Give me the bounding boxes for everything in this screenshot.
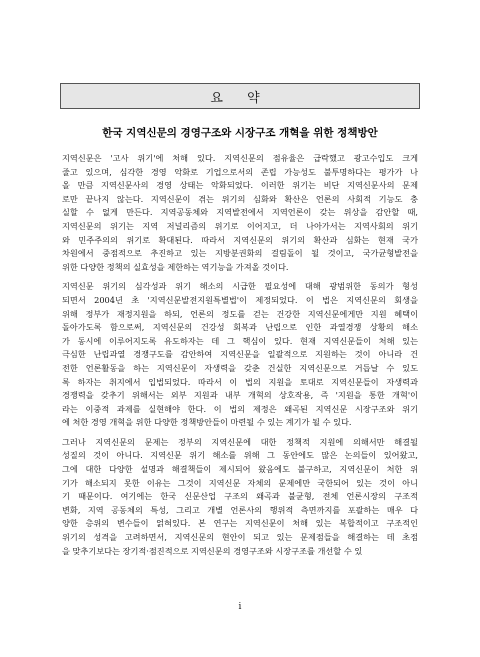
summary-header-box — [60, 83, 420, 109]
paragraph — [62, 280, 418, 430]
text-line: 실할 수 없게 만든다. 지역공동체와 지역발전에서 지역언론이 갖는 위상을 감안할 때, — [62, 207, 418, 218]
text-line: 로만 끝나지 않는다. 지역신문이 겪는 위기의 심화와 확산은 언론의 사회적 기능도 충 — [62, 193, 418, 204]
summary-title: 요 약 — [210, 90, 270, 106]
text-line: 차원에서 중점적으로 추진하고 있는 지방분권화의 걸림돌이 될 것이고, 국가균형발전을 — [62, 248, 418, 259]
text-line: 전한 언론활동을 하는 지역신문이 자생력을 갖춘 건실한 지역신문으로 거듭날 수 있도 — [62, 362, 418, 373]
text-line: 극심한 난립과열 경쟁구도를 감안하여 지역신문을 일괄적으로 지원하는 것이 아니라 건 — [62, 349, 418, 360]
text-line: 기 때문이다. 여기에는 한국 신문산업 구조의 왜곡과 불균형, 전체 언론시장의 구조적 — [62, 491, 418, 502]
text-line: 라는 이중적 과제를 실현해야 한다. 이 법의 제정은 왜곡된 지역신문 시장구조와 위기 — [62, 403, 418, 414]
text-line: 위기의 성격을 고려하면서, 지역신문의 현안이 되고 있는 문제점들을 해결하는 데 초점 — [62, 532, 418, 543]
text-line: 록 하자는 취지에서 입법되었다. 따라서 이 법의 지원을 토대로 지역신문들이 자생력과 — [62, 376, 418, 387]
text-line: 양한 층위의 변수들이 얽혀있다. 본 연구는 지역신문이 처해 있는 복합적이고 구조적인 — [62, 518, 418, 529]
page-number: i — [238, 602, 242, 612]
paragraph — [62, 152, 418, 274]
text-line: 기가 해소되지 못한 이유는 그것이 지역신문 자체의 문제에만 국한되어 있는 것이 아니 — [62, 477, 418, 488]
text-line: 그에 대한 다양한 설명과 해결책들이 제시되어 왔음에도 불구하고, 지역신문이 처한 위 — [62, 464, 418, 475]
text-line: 을 맞추기보다는 장기적·점진적으로 지역신문의 경영구조와 시장구조를 개선할 수 있 — [62, 545, 363, 556]
text-line: 지역신문의 위기는 지역 저널리즘의 위기로 이어지고, 더 나아가서는 지역사회의 위기 — [62, 220, 418, 231]
text-line: 위해 정부가 재정지원을 하되, 언론의 정도를 걷는 건강한 지역신문에게만 지원 혜택이 — [62, 308, 418, 319]
text-line: 올 만큼 지역신문사의 경영 상태는 악화되었다. 이러한 위기는 비단 지역신문사의 문제 — [62, 180, 418, 191]
text-line: 줄고 있으며, 심각한 경영 악화로 기업으로서의 존립 가능성도 불투명하다는 평가가 나 — [62, 166, 418, 177]
text-line: 가 동시에 이루어지도록 유도하자는 데 그 핵심이 있다. 현재 지역신문들이 처해 있는 — [62, 335, 418, 346]
document-subtitle: 한국 지역신문의 경영구조와 시장구조 개혁을 위한 정책방안 — [102, 127, 378, 139]
text-line: 와 민주주의의 위기로 확대된다. 따라서 지역신문의 위기의 확산과 심화는 현재 국가 — [62, 234, 418, 245]
text-line: 지역신문은 '고사 위기'에 처해 있다. 지역신문의 점유율은 급락했고 광고수입도 크게 — [62, 153, 418, 163]
text-line: 경쟁력을 갖추기 위해서는 외부 지원과 내부 개혁의 상호작용, 즉 '지원을 통한 개혁'이 — [62, 390, 418, 401]
summary-body — [62, 152, 418, 564]
text-line: 변화, 지역 공동체의 특성, 그리고 개별 언론사의 행위적 측면까지를 포괄하는 매우 다 — [62, 504, 418, 515]
paragraph — [62, 436, 418, 558]
text-line: 돌아가도록 함으로써, 지역신문의 건강성 회복과 난립으로 인한 과열경쟁 상황의 해소 — [62, 322, 418, 333]
text-line: 지역신문 위기의 심각성과 위기 해소의 시급한 필요성에 대해 광범위한 동의가 형성 — [62, 281, 418, 292]
text-line: 되면서 2004년 초 '지역신문발전지원특별법'이 제정되었다. 이 법은 지역신문의 회생을 — [62, 294, 418, 305]
text-line: 성질의 것이 아니다. 지역신문 위기 해소를 위해 그 동안에도 많은 논의들이 있어왔고, — [62, 450, 418, 461]
text-line: 에 처한 경영 개혁을 위한 다양한 정책방안들이 마련될 수 있는 계기가 될 수 있다. — [62, 417, 352, 428]
text-line: 그러나 지역신문의 문제는 정부의 지역신문에 대한 정책적 지원에 의해서만 해결될 — [62, 436, 418, 447]
text-line: 위한 다양한 정책의 실효성을 제한하는 역기능을 가져올 것이다. — [62, 261, 289, 272]
